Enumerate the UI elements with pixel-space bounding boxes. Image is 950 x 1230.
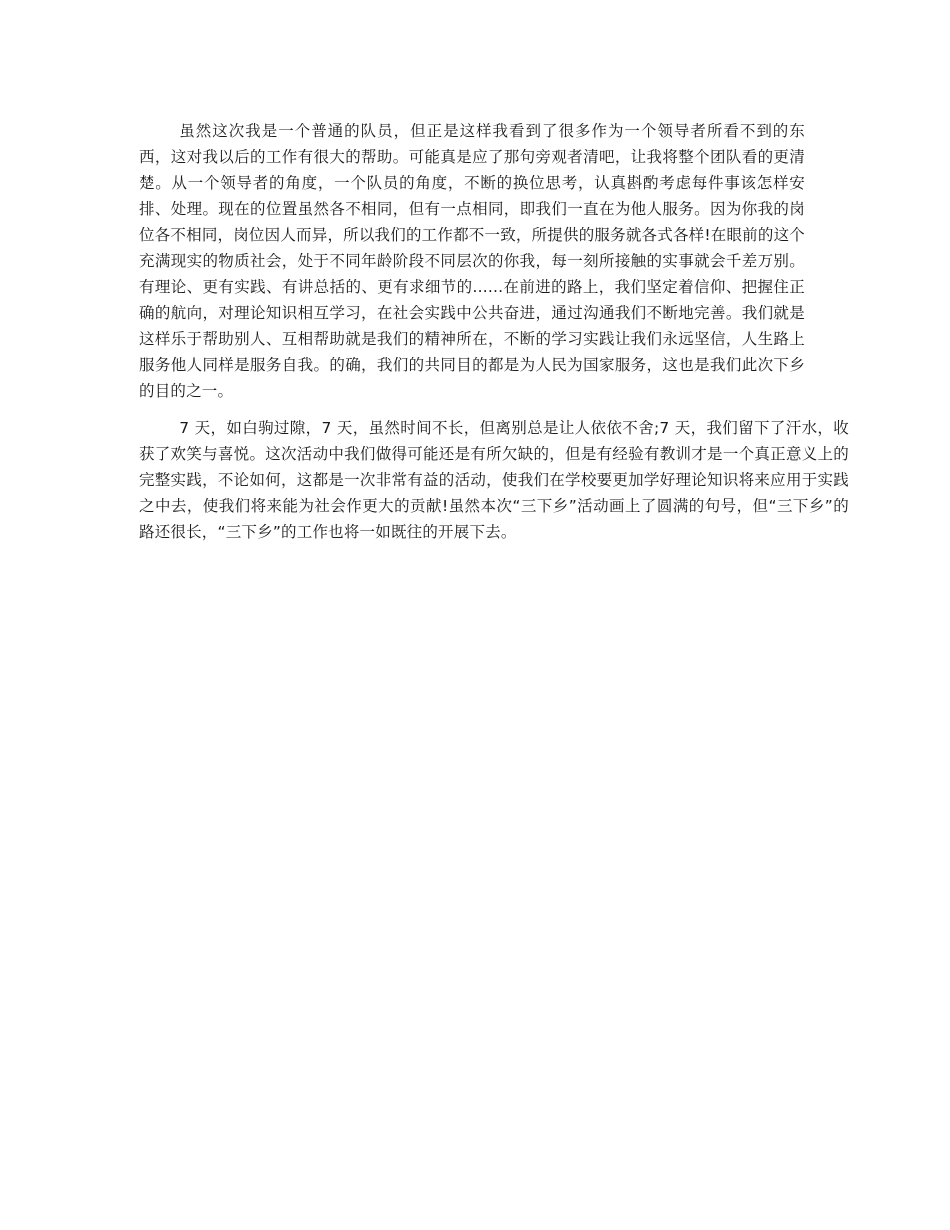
paragraph-2: 7 天，如白驹过隙，7 天，虽然时间不长，但离别总是让人依依不舍;7 天，我们留下了汗水，收获了欢笑与喜悦。这次活动中我们做得可能还是有所欠缺的，但是有经验有教训才是一个真正意义上的完整实践，不论如何，这都是一次非常有益的活动，使我们在学校要更加学好理论知识将来应用于实践之中去，使我们将来能为社会作更大的贡献!虽然本次“三下乡”活动画上了圆满的句号，但“三下乡”的路还很长，“三下乡”的工作也将一如既往的开展下去。	[139, 419, 849, 541]
paragraph-1: 虽然这次我是一个普通的队员，但正是这样我看到了很多作为一个领导者所看不到的东西，这对我以后的工作有很大的帮助。可能真是应了那句旁观者清吧，让我将整个团队看的更清楚。从一个领导者的角度，一个队员的角度，不断的换位思考，认真斟酌考虑每件事该怎样安排、处理。现在的位置虽然各不相同，但有一点相同，即我们一直在为他人服务。因为你我的岗位各不相同，岗位因人而异，所以我们的工作都不一致，所提供的服务就各式各样!在眼前的这个充满现实的物质社会，处于不同年龄阶段不同层次的你我，每一刻所接触的实事就会千差万别。有理论、更有实践、有讲总括的、更有求细节的......在前进的路上，我们坚定着信仰、把握住正确的航向，对理论知识相互学习，在社会实践中公共奋进，通过沟通我们不断地完善。我们就是这样乐于帮助别人、互相帮助就是我们的精神所在，不断的学习实践让我们永远坚信，人生路上服务他人同样是服务自我。的确，我们的共同目的都是为人民为国家服务，这也是我们此次下乡的目的之一。	[139, 122, 805, 400]
document-body	[139, 118, 849, 556]
